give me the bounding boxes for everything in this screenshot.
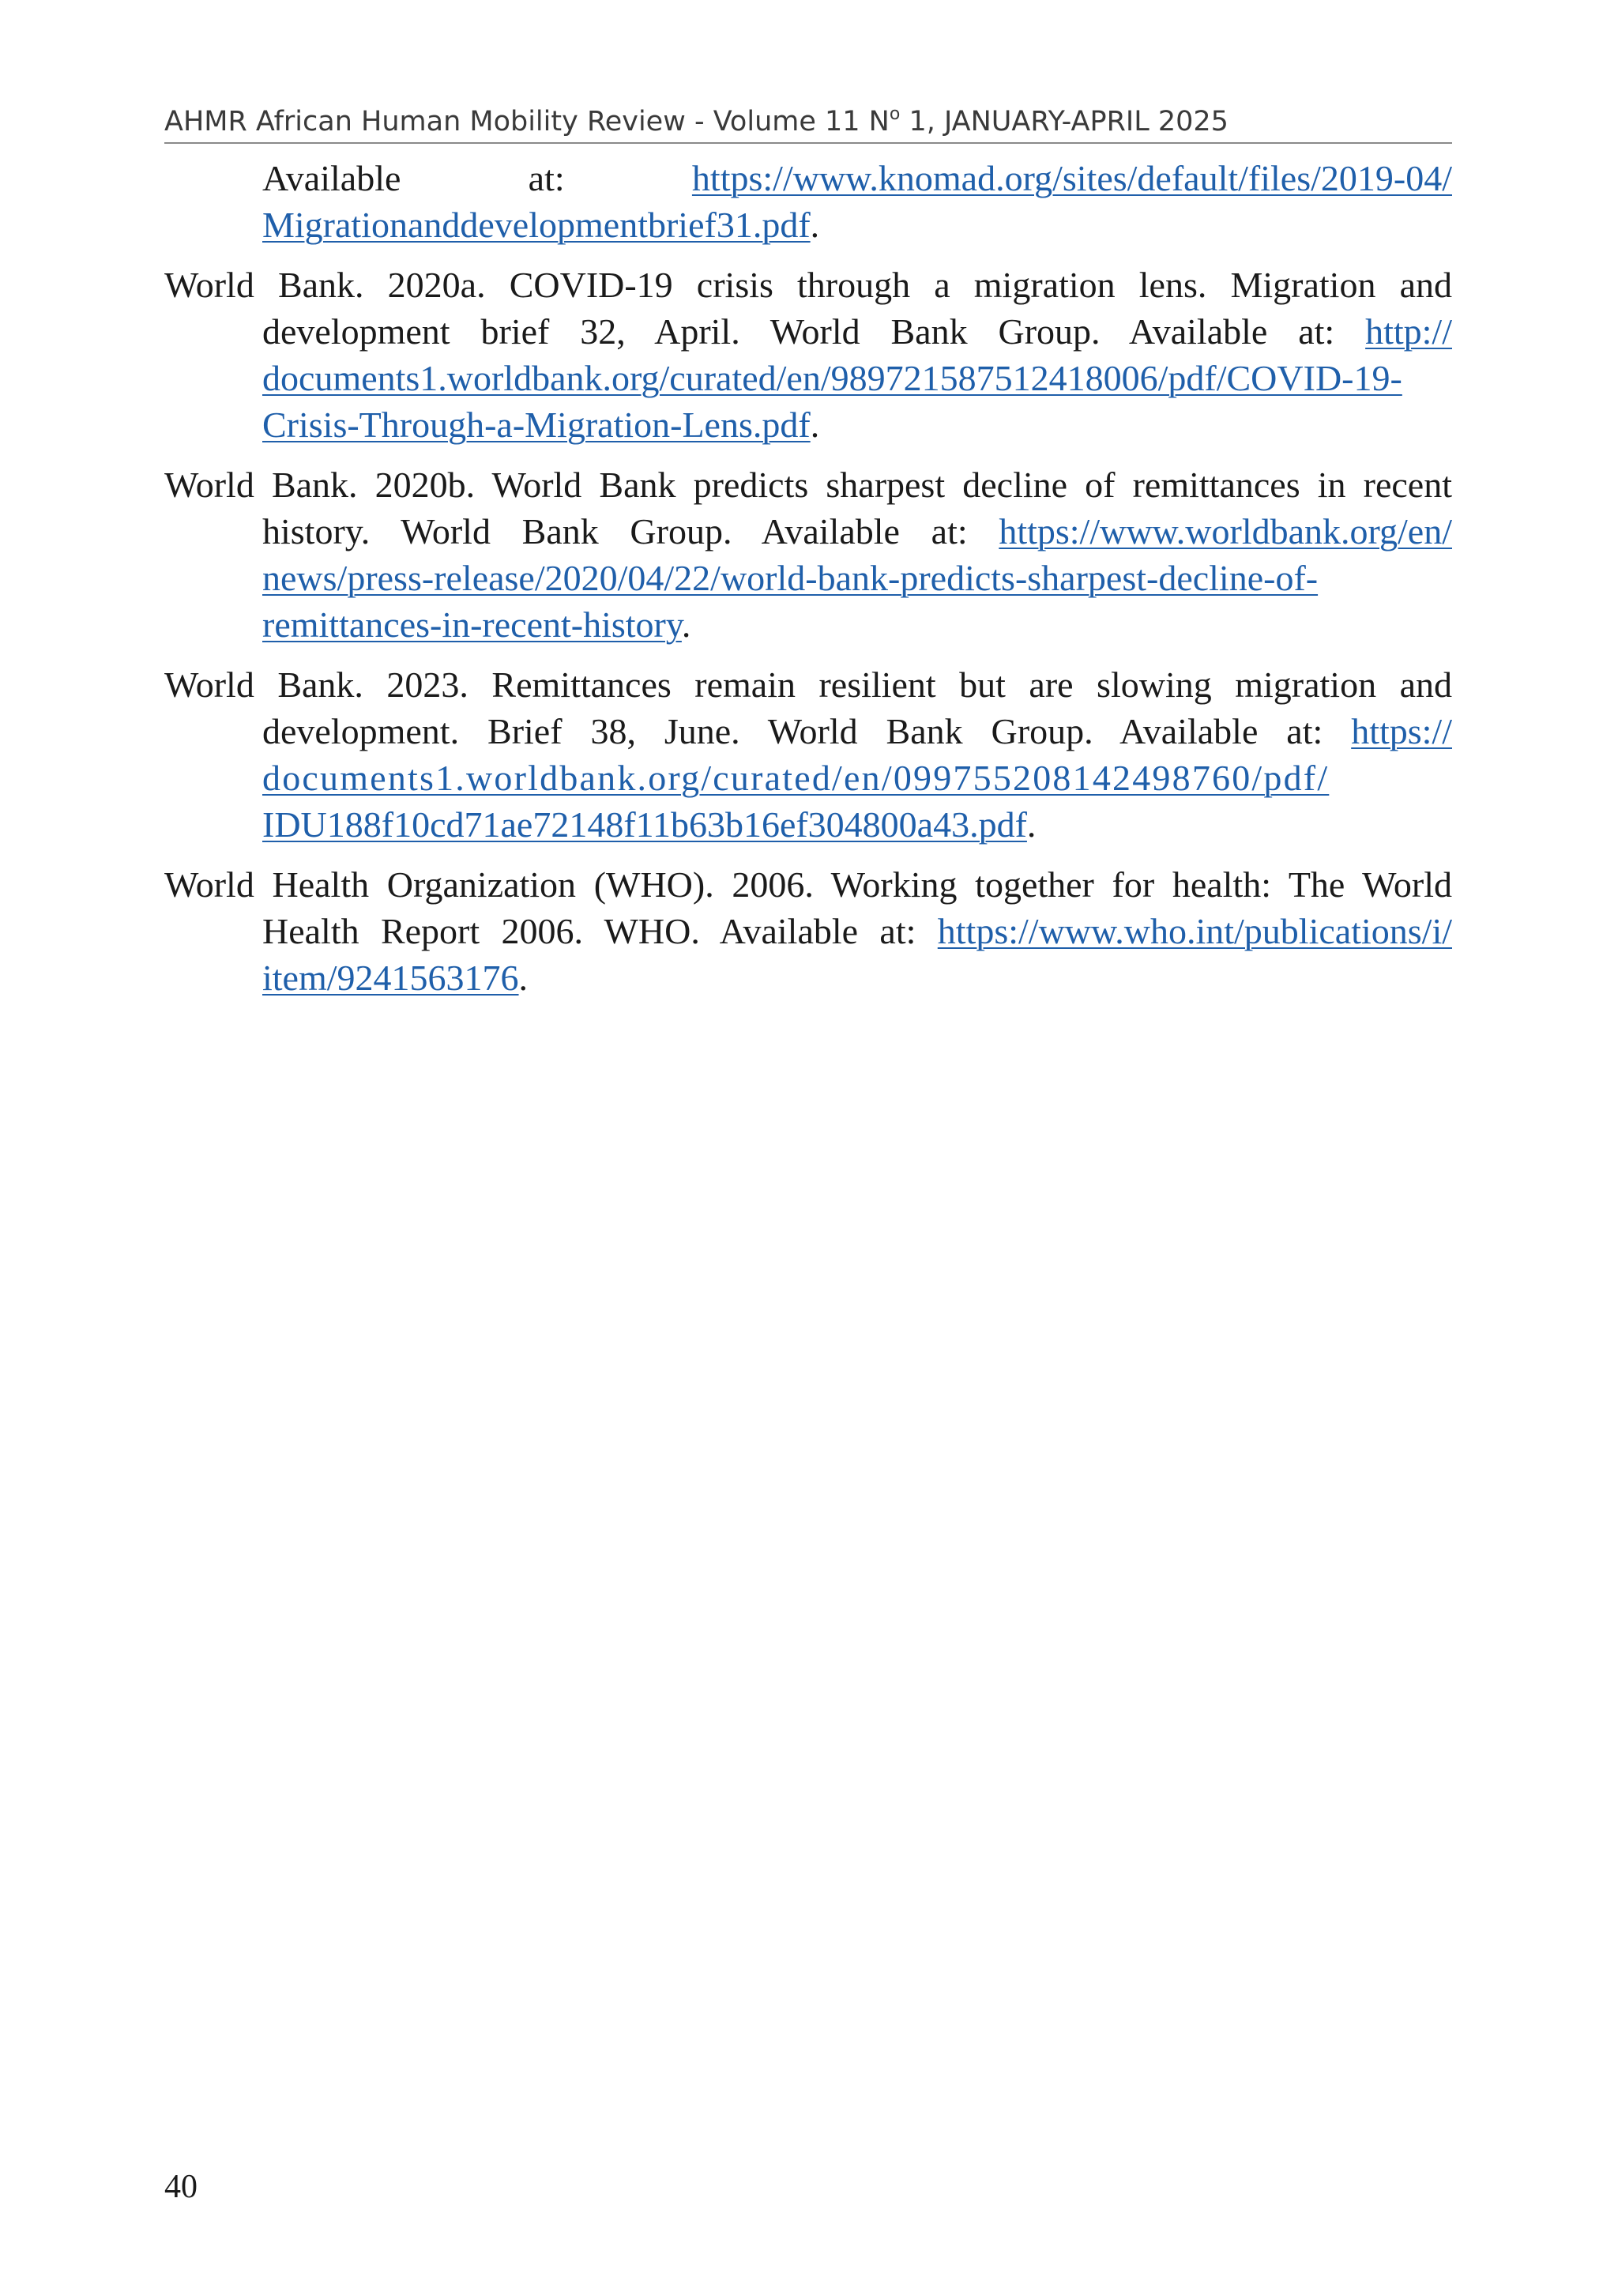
reference-text: World Health Organization (WHO). 2006. Working together for health: The World Health Report 2006. WHO. Available at:	[164, 864, 1452, 951]
reference-link[interactable]: http://documents1.worldbank.org/curated/en/989721587512418006/pdf/COVID-19-Crisis-Through-a-Migration-Lens.pdf	[262, 311, 1452, 445]
reference-entry: World Bank. 2020a. COVID-19 crisis through a migration lens. Migration and development brief 32, April. World Bank Group. Available at: http://documents1.worldbank.org/curated/en/989721587512418006/pdf/COVID-19-Crisis-Through-a-Migration-Lens.pdf.	[164, 265, 1452, 445]
numero-superscript: o	[889, 104, 901, 124]
reference-text: World Bank. 2023. Remittances remain resilient but are slowing migration and development. Brief 38, June. World Bank Group. Available at:	[164, 664, 1452, 751]
reference-text: World Bank. 2020a. COVID-19 crisis through a migration lens. Migration and development brief 32, April. World Bank Group. Available at:	[164, 265, 1452, 352]
reference-entry: World Health Organization (WHO). 2006. Working together for health: The World Health Report 2006. WHO. Available at: https://www.who.int/publications/i/item/9241563176.	[164, 864, 1452, 998]
reference-link[interactable]: https://documents1.worldbank.org/curated/en/099755208142498760/pdf/IDU188f10cd71ae72148f11b63b16ef304800a43.pdf	[262, 711, 1452, 845]
reference-link[interactable]: https://www.knomad.org/sites/default/files/2019-04/Migrationanddevelopmentbrief31.pdf	[262, 158, 1452, 245]
reference-entry-continued: Available at: https://www.knomad.org/sites/default/files/2019-04/Migrationanddevelopmentbrief31.pdf.	[262, 158, 1452, 245]
running-header	[164, 101, 1452, 144]
reference-entry: World Bank. 2023. Remittances remain resilient but are slowing migration and development. Brief 38, June. World Bank Group. Available at: https://documents1.worldbank.org/curated/en/099755208142498760/pdf/IDU188f10cd71ae72148f11b63b16ef304800a43.pdf.	[164, 664, 1452, 845]
issue-info: 1, JANUARY-APRIL 2025	[900, 106, 1229, 137]
reference-entry: World Bank. 2020b. World Bank predicts sharpest decline of remittances in recent history. World Bank Group. Available at: https://www.worldbank.org/en/news/press-release/2020/04/22/world-bank-predicts-sharpest-decline-of-remittances-in-recent-history.	[164, 465, 1452, 645]
page-number: 40	[164, 2169, 198, 2205]
journal-title: AHMR African Human Mobility Review - Volume 11 N	[164, 106, 890, 137]
reference-link[interactable]: https://www.worldbank.org/en/news/press-release/2020/04/22/world-bank-predicts-sharpest-decline-of-remittances-in-recent-history	[262, 511, 1452, 645]
reference-list	[164, 155, 1452, 1014]
reference-link[interactable]: https://www.who.int/publications/i/item/9241563176	[262, 911, 1452, 998]
reference-text: Available at:	[262, 158, 692, 198]
reference-text: World Bank. 2020b. World Bank predicts sharpest decline of remittances in recent history. World Bank Group. Available at:	[164, 465, 1452, 551]
